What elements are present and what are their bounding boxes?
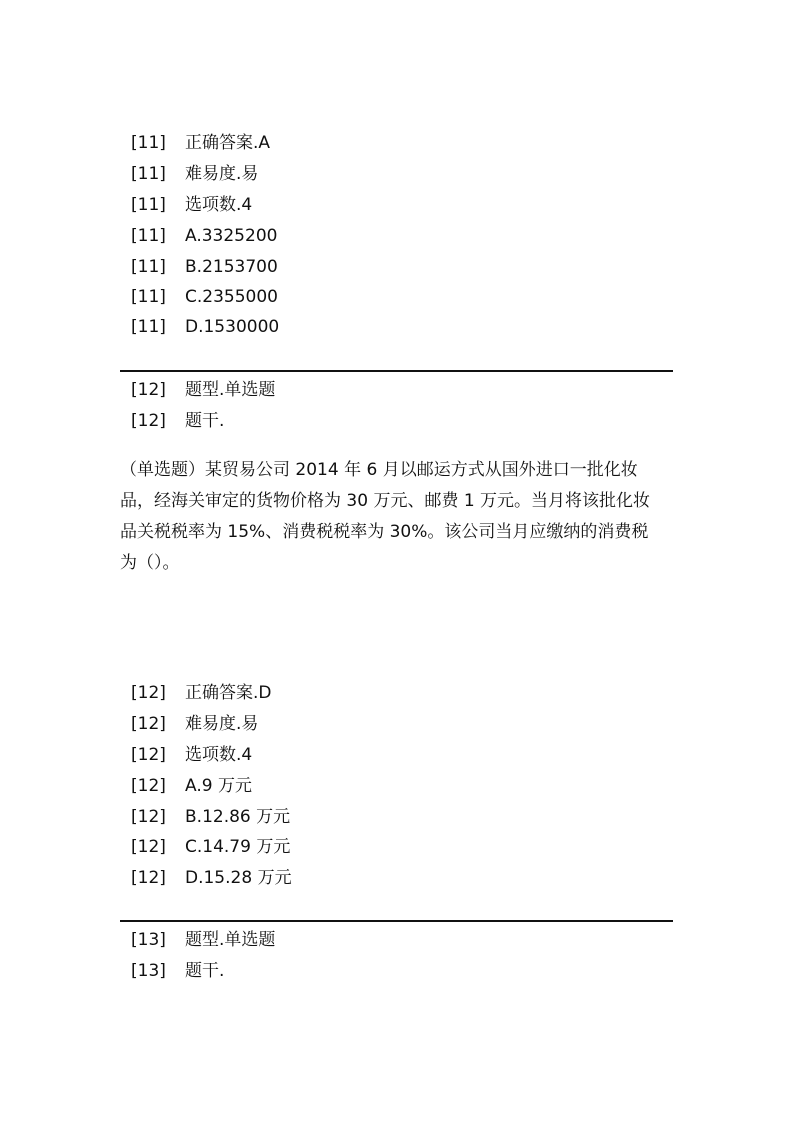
q13-stem-label-line: [13] 题干.: [131, 961, 225, 981]
q12-stem-line: （单选题）某贸易公司 2014 年 6 月以邮运方式从国外进口一批化妆: [120, 460, 638, 480]
q13-type-line: [13] 题型.单选题: [131, 930, 276, 950]
q11-option-a: [11] A.3325200: [131, 226, 278, 246]
q12-option-d: [12] D.15.28 万元: [131, 868, 292, 888]
q11-option-d: [11] D.1530000: [131, 317, 280, 337]
q12-answer-line: [12] 正确答案.D: [131, 683, 272, 703]
q12-option-a: [12] A.9 万元: [131, 776, 252, 796]
section-divider: [120, 370, 673, 372]
q12-stem-line: 为（）。: [120, 553, 180, 573]
q12-option-b: [12] B.12.86 万元: [131, 807, 291, 827]
q12-stem-paragraph: [120, 455, 676, 579]
q11-option-b: [11] B.2153700: [131, 257, 278, 277]
q12-type-line: [12] 题型.单选题: [131, 380, 276, 400]
q12-difficulty-line: [12] 难易度.易: [131, 714, 259, 734]
q12-stem-line: 品关税税率为 15%、消费税税率为 30%。该公司当月应缴纳的消费税: [120, 522, 649, 542]
q12-option-c: [12] C.14.79 万元: [131, 837, 291, 857]
q11-answer-line: [11] 正确答案.A: [131, 133, 271, 153]
q11-difficulty-line: [11] 难易度.易: [131, 164, 259, 184]
q12-stem-label-line: [12] 题干.: [131, 411, 225, 431]
q11-option-c: [11] C.2355000: [131, 287, 278, 307]
q12-option-count-line: [12] 选项数.4: [131, 745, 253, 765]
q11-option-count-line: [11] 选项数.4: [131, 195, 253, 215]
section-divider: [120, 920, 673, 922]
q12-stem-line: 品，经海关审定的货物价格为 30 万元、邮费 1 万元。当月将该批化妆: [120, 491, 651, 511]
